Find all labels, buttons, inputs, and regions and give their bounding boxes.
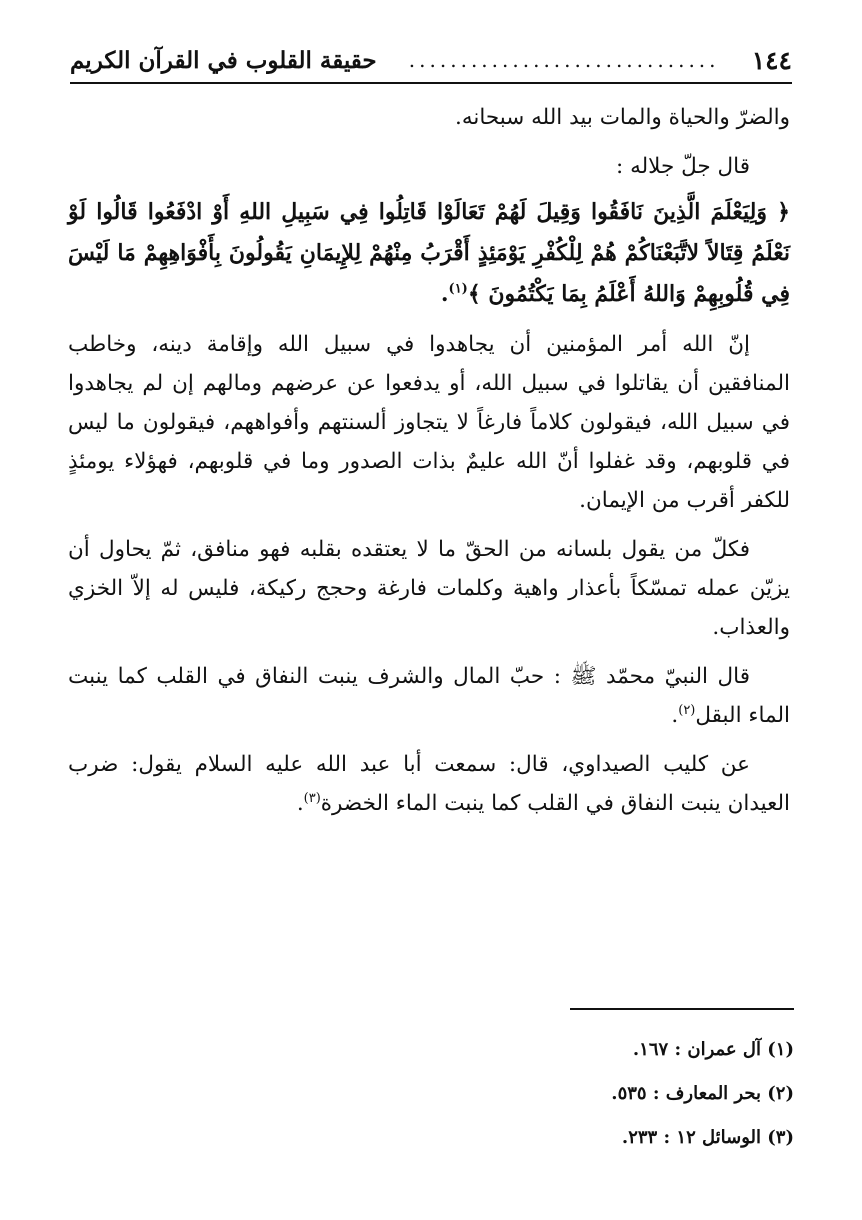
paragraph-3 [68,657,790,735]
paragraph-1: إنّ الله أمر المؤمنين أن يجاهدوا في سبيل الله وإقامة دينه، وخاطب المنافقين أن يقاتلوا في سبيل الله، أو يدفعوا عن عرضهم ومالهم إن لم يجاهدوا في سبيل الله، فيقولون كلاماً فارغاً لا يتجاوز ألسنتهم وأفواههم، فيقولون ما ليس في قلوبهم، وقد غفلوا أنّ الله عليمٌ بذات الصدور وما في قلوبهم، فهؤلاء يومئذٍ للكفر أقرب من الإيمان. [68,332,790,513]
paragraph-2: فكلّ من يقول بلسانه من الحقّ ما لا يعتقده بقلبه فهو منافق، ثمّ يحاول أن يزيّن عمله تمسّكاً بأعذار واهية وكلمات فارغة وحجج ركيكة، فليس له إلاّ الخزي والعذاب. [68,537,790,640]
page-body [68,98,790,833]
footnote-ref-1: (١) [448,281,468,297]
footnote-separator [570,1008,794,1010]
footnote-ref-2: (٢) [678,702,696,718]
footnote-ref-3: (٣) [303,790,321,806]
quran-end-mark: . [440,281,449,307]
header-leader-dots: .............................. [408,48,720,72]
quran-intro: قال جلّ جلاله : [616,154,750,179]
running-header [70,38,792,84]
paragraph-4-end: . [296,791,304,816]
paragraph-3-end: . [671,703,679,728]
quran-verse-text: وَلِيَعْلَمَ الَّذِينَ نَافَقُوا وَقِيلَ لَهُمْ تَعَالَوْا قَاتِلُوا فِي سَبِيلِ اللهِ أَوْ ادْفَعُوا قَالُوا لَوْ نَعْلَمُ قِتَالاً لاتَّبَعْنَاكُمْ هُمْ لِلْكُفْرِ يَوْمَئِذٍ أَقْرَبُ مِنْهُمْ لِلإِيمَانِ يَقُولُونَ بِأَفْوَاهِهِمْ مَا لَيْسَ فِي قُلُوبِهِمْ وَاللهُ أَعْلَمُ بِمَا يَكْتُمُونَ [68,199,790,307]
paragraph-3-text: قال النبيّ محمّد ﷺ : حبّ المال والشرف ينبت النفاق في القلب كما ينبت الماء البقل [68,664,790,728]
paragraph-4-text: عن كليب الصيداوي، قال: سمعت أبا عبد الله عليه السلام يقول: ضرب العيدان ينبت النفاق في القلب كما ينبت الماء الخضرة [68,752,790,816]
quran-verse [68,192,790,315]
quran-open-bracket: ﴿ [777,199,790,225]
footnotes [611,1028,794,1160]
footnote-2: (٢) بحر المعارف : ٥٣٥. [611,1083,794,1104]
footnote-3: (٣) الوسائل ١٢ : ٢٣٣. [621,1127,794,1148]
page-number: ١٤٤ [751,45,792,75]
book-title: حقيقة القلوب في القرآن الكريم [70,46,377,74]
paragraph-continuation: والضرّ والحياة والمات بيد الله سبحانه. [454,105,790,130]
footnote-1: (١) آل عمران : ١٦٧. [632,1039,794,1060]
paragraph-4 [68,745,790,823]
quran-close-bracket: ﴾ [467,281,481,307]
